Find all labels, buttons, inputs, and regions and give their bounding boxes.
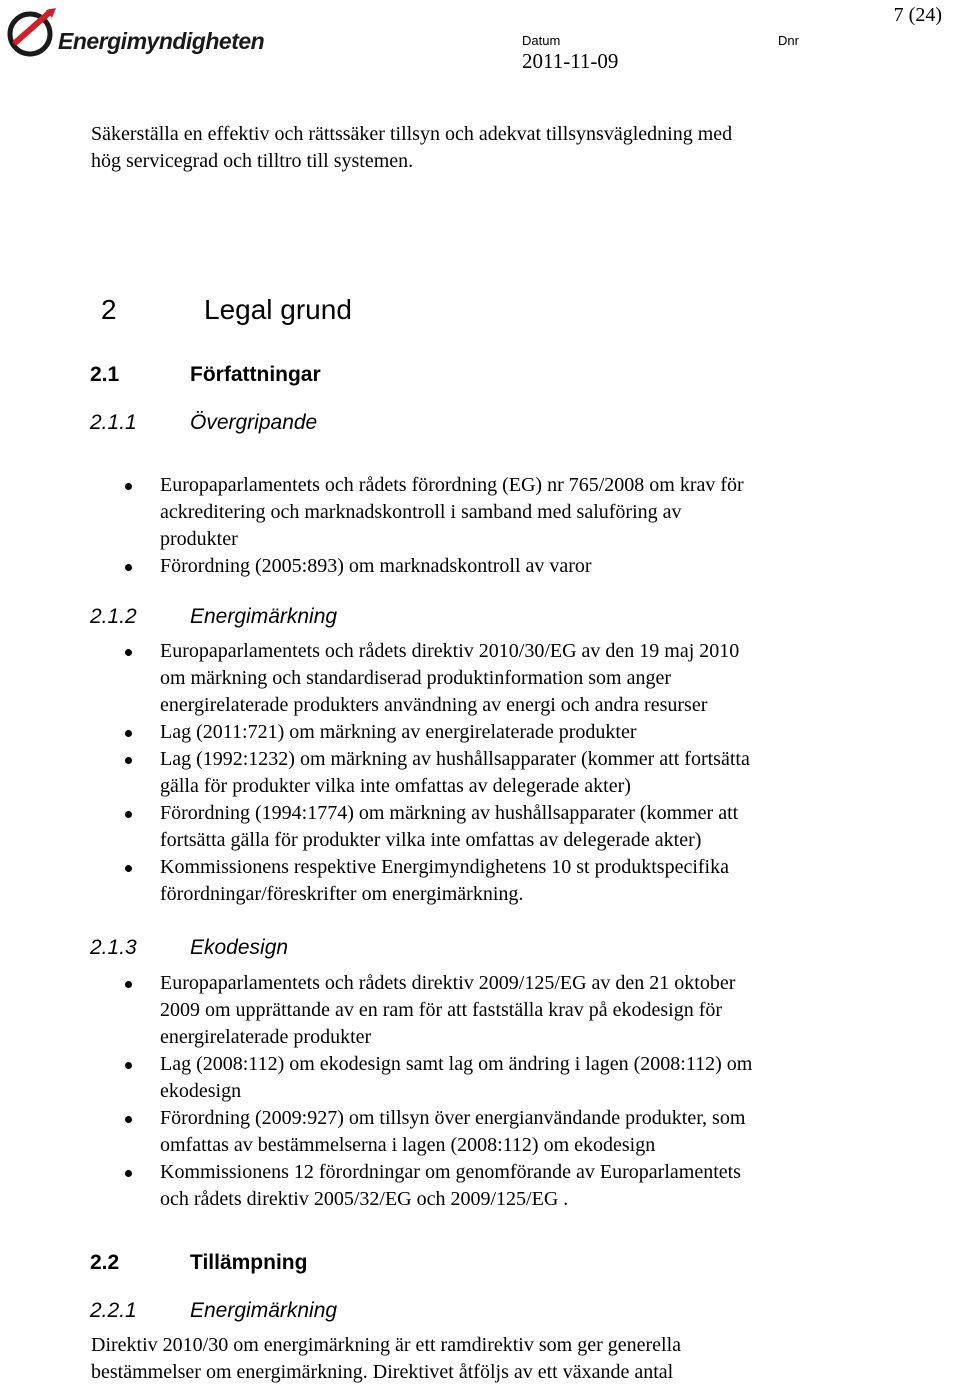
intro-line: Säkerställa en effektiv och rättssäker tillsyn och adekvat tillsynsvägledning med	[91, 123, 733, 145]
list-item-line: förordningar/föreskrifter om energimärkning.	[160, 883, 524, 905]
section-2-number: 2	[101, 294, 117, 325]
section-2-2-title: Tillämpning	[190, 1251, 308, 1274]
list-item-line: ackreditering och marknadskontroll i samband med saluföring av	[160, 501, 682, 523]
intro-paragraph	[91, 121, 732, 175]
bullet-icon	[125, 757, 132, 764]
bullet-icon	[125, 730, 132, 737]
tillampning-paragraph	[91, 1332, 681, 1386]
list-item-line: och rådets direktiv 2005/32/EG och 2009/125/EG .	[160, 1188, 569, 1210]
list-item-line: Förordning (2009:927) om tillsyn över energianvändande produkter, som	[160, 1107, 746, 1129]
logo-emblem-icon	[6, 6, 58, 58]
list-item	[123, 472, 943, 553]
list-item-line: om märkning och standardiserad produktinformation som anger	[160, 667, 671, 689]
dnr-label: Dnr	[778, 33, 799, 48]
section-2-2-number: 2.2	[90, 1251, 120, 1274]
list-item	[123, 638, 943, 719]
list-item	[123, 970, 943, 1051]
date-label: Datum	[522, 33, 561, 48]
list-item-line: fortsätta gälla för produkter vilka inte omfattas av delegerade akter)	[160, 829, 702, 851]
list-item-line: Europaparlamentets och rådets direktiv 2009/125/EG av den 21 oktober	[160, 972, 736, 994]
list-item-line: gälla för produkter vilka inte omfattas av delegerade akter)	[160, 775, 631, 797]
section-2-2-1-number: 2.2.1	[90, 1299, 137, 1322]
list-item-line: Förordning (2005:893) om marknadskontroll av varor	[160, 555, 592, 577]
bullet-icon	[125, 649, 132, 656]
list-item	[123, 800, 943, 854]
section-2-title: Legal grund	[204, 294, 352, 325]
list-item-line: energirelaterade produkters användning av energi och andra resurser	[160, 694, 708, 716]
list-item-line: Europaparlamentets och rådets förordning (EG) nr 765/2008 om krav för	[160, 474, 744, 496]
paragraph-line: bestämmelser om energimärkning. Direktivet åtföljs av ett växande antal	[91, 1361, 674, 1383]
list-item-line: energirelaterade produkter	[160, 1026, 372, 1048]
list-item-line: Lag (2011:721) om märkning av energirelaterade produkter	[160, 721, 637, 743]
list-item	[123, 1105, 943, 1159]
bullet-icon	[125, 564, 132, 571]
list-item	[123, 719, 943, 746]
list-item-line: produkter	[160, 528, 238, 550]
section-2-1-2-number: 2.1.2	[90, 605, 137, 628]
section-2-1-1-title: Övergripande	[190, 411, 318, 434]
list-item-line: Europaparlamentets och rådets direktiv 2010/30/EG av den 19 maj 2010	[160, 640, 740, 662]
bullet-icon	[125, 1170, 132, 1177]
list-item	[123, 746, 943, 800]
section-2-1-3-number: 2.1.3	[90, 936, 137, 959]
bullet-icon	[125, 483, 132, 490]
list-item	[123, 553, 943, 580]
intro-line: hög servicegrad och tilltro till systemen.	[91, 150, 414, 172]
list-item	[123, 1159, 943, 1213]
bullet-icon	[125, 811, 132, 818]
list-item	[123, 854, 943, 908]
bullet-list-energimarkning	[123, 638, 943, 908]
section-2-1-3-title: Ekodesign	[190, 936, 289, 959]
section-2-2-1-title: Energimärkning	[190, 1299, 338, 1322]
section-2-1-2-title: Energimärkning	[190, 605, 338, 628]
paragraph-line: Direktiv 2010/30 om energimärkning är ett ramdirektiv som ger generella	[91, 1334, 682, 1356]
list-item-line: Lag (1992:1232) om märkning av hushållsapparater (kommer att fortsätta	[160, 748, 750, 770]
bullet-list-overgripande	[123, 472, 943, 580]
page-number: 7 (24)	[893, 4, 942, 26]
bullet-icon	[125, 1062, 132, 1069]
section-2-1-number: 2.1	[90, 363, 120, 386]
list-item-line: 2009 om upprättande av en ram för att fastställa krav på ekodesign för	[160, 999, 723, 1021]
list-item-line: Förordning (1994:1774) om märkning av hushållsapparater (kommer att	[160, 802, 739, 824]
list-item-line: Kommissionens respektive Energimyndighetens 10 st produktspecifika	[160, 856, 729, 878]
list-item-line: ekodesign	[160, 1080, 242, 1102]
list-item	[123, 1051, 943, 1105]
logo-wordmark: Energimyndigheten	[58, 28, 265, 54]
list-item-line: omfattas av bestämmelserna i lagen (2008:112) om ekodesign	[160, 1134, 656, 1156]
section-2-1-1-number: 2.1.1	[90, 411, 137, 434]
section-2-1-title: Författningar	[190, 363, 321, 386]
bullet-list-ekodesign	[123, 970, 943, 1213]
bullet-icon	[125, 1116, 132, 1123]
date-value: 2011-11-09	[522, 49, 619, 73]
list-item-line: Kommissionens 12 förordningar om genomförande av Europarlamentets	[160, 1161, 741, 1183]
bullet-icon	[125, 865, 132, 872]
list-item-line: Lag (2008:112) om ekodesign samt lag om ändring i lagen (2008:112) om	[160, 1053, 753, 1075]
bullet-icon	[125, 981, 132, 988]
